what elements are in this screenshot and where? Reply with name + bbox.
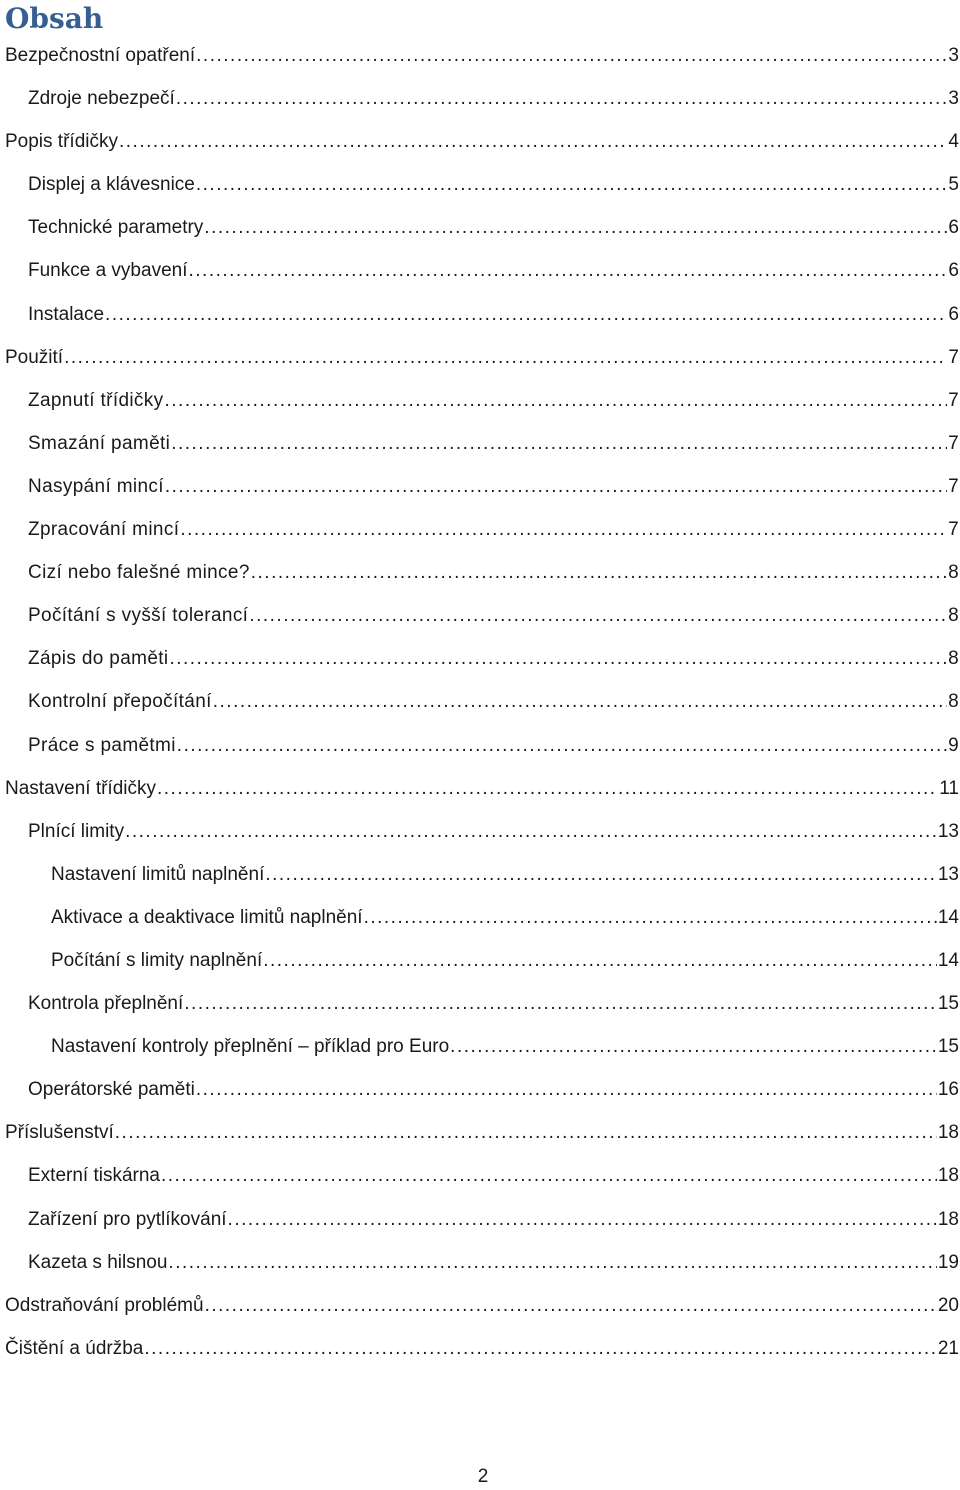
toc-entry-label: Instalace <box>28 303 105 325</box>
toc-entry-page: 5 <box>948 174 959 196</box>
toc-entry-operatorske-pameti[interactable] <box>0 1068 960 1111</box>
toc-entry-zapnuti-tridicky[interactable] <box>0 379 960 422</box>
toc-entry-label: Cizí nebo falešné mince? <box>28 562 250 584</box>
toc-entry-page: 6 <box>948 303 959 325</box>
toc-entry-page: 8 <box>948 562 959 584</box>
page-title: Obsah <box>5 2 104 35</box>
toc-entry-zapis-do-pameti[interactable] <box>0 637 960 680</box>
toc-dot-leader <box>125 810 937 853</box>
toc-dot-leader <box>165 465 947 508</box>
toc-entry-page: 14 <box>937 949 959 971</box>
toc-dot-leader <box>196 1068 937 1111</box>
toc-dot-leader <box>169 637 947 680</box>
toc-entry-page: 13 <box>937 863 959 885</box>
toc-entry-zpracovani-minci[interactable] <box>0 508 960 551</box>
toc-entry-page: 7 <box>948 475 959 497</box>
toc-dot-leader <box>180 508 947 551</box>
toc-entry-kontrola-preplneni[interactable] <box>0 982 960 1025</box>
toc-dot-leader <box>213 680 947 723</box>
toc-entry-nastaveni-limitu-naplneni[interactable] <box>0 853 960 896</box>
toc-entry-cisteni-a-udrzba[interactable] <box>0 1327 960 1370</box>
toc-entry-nasypani-minci[interactable] <box>0 465 960 508</box>
toc-dot-leader <box>119 120 947 163</box>
toc-entry-prace-s-pametmi[interactable] <box>0 724 960 767</box>
toc-dot-leader <box>251 551 947 594</box>
toc-entry-label: Externí tiskárna <box>28 1165 160 1187</box>
toc-dot-leader <box>64 336 947 379</box>
toc-entry-page: 18 <box>937 1165 959 1187</box>
toc-entry-page: 6 <box>948 260 959 282</box>
toc-entry-page: 9 <box>948 734 959 756</box>
toc-dot-leader <box>228 1198 937 1241</box>
toc-entry-label: Plnící limity <box>28 820 125 842</box>
toc-entry-label: Počítání s vyšší tolerancí <box>28 605 249 627</box>
toc-entry-cizi-nebo-falesne-mince[interactable] <box>0 551 960 594</box>
toc-entry-page: 21 <box>937 1337 959 1359</box>
toc-entry-zdroje-nebezpeci[interactable] <box>0 77 960 120</box>
toc-entry-kontrolni-prepocitani[interactable] <box>0 680 960 723</box>
toc-dot-leader <box>184 982 937 1025</box>
toc-dot-leader <box>450 1025 937 1068</box>
toc-entry-label: Odstraňování problémů <box>5 1294 204 1316</box>
toc-dot-leader <box>168 1241 936 1284</box>
toc-entry-page: 3 <box>948 45 959 66</box>
toc-entry-label: Displej a klávesnice <box>28 174 195 196</box>
toc-entry-page: 20 <box>937 1294 959 1316</box>
toc-entry-label: Zdroje nebezpečí <box>28 88 175 110</box>
toc-dot-leader <box>115 1111 937 1154</box>
toc-entry-nastaveni-tridicky[interactable] <box>0 767 960 810</box>
toc-dot-leader <box>171 422 947 465</box>
toc-entry-label: Operátorské paměti <box>28 1079 195 1101</box>
toc-entry-label: Zápis do paměti <box>28 648 169 670</box>
toc-entry-pouziti[interactable] <box>0 336 960 379</box>
toc-entry-page: 11 <box>939 777 959 799</box>
toc-entry-label: Smazání paměti <box>28 432 171 454</box>
toc-dot-leader <box>364 896 937 939</box>
toc-entry-page: 14 <box>937 906 959 928</box>
toc-entry-label: Příslušenství <box>5 1122 114 1144</box>
toc-entry-pocitani-s-limity-naplneni[interactable] <box>0 939 960 982</box>
toc-dot-leader <box>204 206 947 249</box>
toc-entry-label: Bezpečnostní opatření <box>5 45 196 66</box>
toc-entry-popis-tridicky[interactable] <box>0 120 960 163</box>
toc-entry-page: 15 <box>937 993 959 1015</box>
toc-entry-page: 8 <box>948 605 959 627</box>
toc-entry-page: 4 <box>948 131 959 153</box>
toc-entry-label: Použití <box>5 346 64 368</box>
toc-entry-page: 6 <box>948 217 959 239</box>
toc-entry-odstranovani-problemu[interactable] <box>0 1284 960 1327</box>
toc-entry-label: Technické parametry <box>28 217 204 239</box>
toc-entry-page: 8 <box>948 691 959 713</box>
toc-entry-zarizeni-pro-pytlikovani[interactable] <box>0 1198 960 1241</box>
toc-dot-leader <box>105 293 947 336</box>
toc-dot-leader <box>263 939 937 982</box>
toc-entry-page: 7 <box>948 432 959 454</box>
toc-entry-prislusenstvi[interactable] <box>0 1111 960 1154</box>
toc-entry-smazani-pameti[interactable] <box>0 422 960 465</box>
toc-entry-page: 18 <box>937 1208 959 1230</box>
toc-dot-leader <box>205 1284 937 1327</box>
toc-entry-instalace[interactable] <box>0 293 960 336</box>
toc-dot-leader <box>157 767 938 810</box>
toc-entry-page: 7 <box>948 389 959 411</box>
toc-dot-leader <box>164 379 947 422</box>
toc-entry-kazeta-s-hilsnou[interactable] <box>0 1241 960 1284</box>
toc-entry-technicke-parametry[interactable] <box>0 206 960 249</box>
toc-dot-leader <box>176 77 948 120</box>
toc-entry-label: Funkce a vybavení <box>28 260 188 282</box>
table-of-contents <box>0 34 960 1370</box>
toc-dot-leader <box>265 853 937 896</box>
toc-entry-label: Popis třídičky <box>5 131 118 153</box>
toc-entry-label: Zařízení pro pytlíkování <box>28 1208 227 1230</box>
toc-entry-page: 8 <box>948 648 959 670</box>
toc-entry-label: Počítání s limity naplnění <box>51 949 263 971</box>
toc-entry-label: Nastavení třídičky <box>5 777 156 799</box>
toc-entry-page: 13 <box>937 820 959 842</box>
toc-entry-page: 7 <box>948 346 959 368</box>
page-number: 2 <box>477 1466 489 1487</box>
toc-dot-leader <box>144 1327 937 1370</box>
toc-entry-pocitani-s-vyssi-toleranci[interactable] <box>0 594 960 637</box>
toc-entry-label: Nastavení limitů naplnění <box>51 863 265 885</box>
toc-entry-page: 15 <box>937 1036 959 1058</box>
toc-entry-label: Kontrola přeplnění <box>28 993 184 1015</box>
toc-entry-nastaveni-kontroly-preplneni[interactable] <box>0 1025 960 1068</box>
toc-dot-leader <box>249 594 947 637</box>
toc-entry-label: Čištění a údržba <box>5 1337 144 1359</box>
toc-entry-label: Kazeta s hilsnou <box>28 1251 168 1273</box>
toc-entry-aktivace-a-deaktivace-limitu[interactable] <box>0 896 960 939</box>
toc-dot-leader <box>196 34 947 77</box>
toc-entry-label: Nastavení kontroly přeplnění – příklad pro Euro <box>51 1036 450 1058</box>
toc-entry-page: 16 <box>937 1079 959 1101</box>
toc-entry-displej-a-klavesnice[interactable] <box>0 163 960 206</box>
toc-entry-label: Nasypání mincí <box>28 475 164 497</box>
toc-entry-page: 19 <box>937 1251 959 1273</box>
toc-dot-leader <box>161 1154 937 1197</box>
toc-entry-label: Zapnutí třídičky <box>28 389 164 411</box>
toc-entry-label: Zpracování mincí <box>28 519 180 541</box>
toc-dot-leader <box>188 249 947 292</box>
toc-entry-label: Kontrolní přepočítání <box>28 691 212 713</box>
toc-dot-leader <box>177 724 947 767</box>
toc-entry-page: 7 <box>948 519 959 541</box>
toc-entry-page: 3 <box>948 88 959 110</box>
toc-entry-funkce-a-vybaveni[interactable] <box>0 249 960 292</box>
toc-entry-externi-tiskarna[interactable] <box>0 1154 960 1197</box>
toc-entry-label: Práce s pamětmi <box>28 734 176 756</box>
toc-dot-leader <box>196 163 948 206</box>
toc-entry-label: Aktivace a deaktivace limitů naplnění <box>51 906 363 928</box>
toc-entry-plnici-limity[interactable] <box>0 810 960 853</box>
toc-entry-bezpecnostni-opatreni[interactable] <box>0 34 960 77</box>
toc-entry-page: 18 <box>937 1122 959 1144</box>
